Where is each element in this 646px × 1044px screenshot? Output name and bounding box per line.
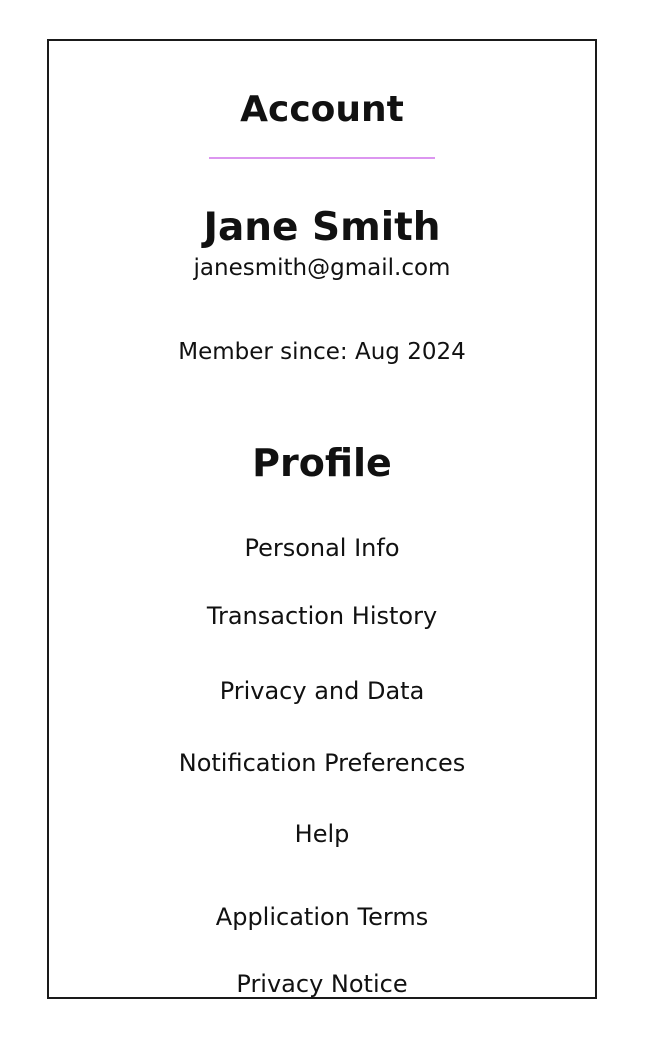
menu-item-notification-preferences[interactable]: Notification Preferences <box>178 749 466 777</box>
menu-item-privacy-and-data[interactable]: Privacy and Data <box>219 677 425 705</box>
user-name: Jane Smith <box>203 205 441 250</box>
profile-heading: Profile <box>252 441 392 485</box>
account-screen <box>47 39 597 999</box>
menu-item-personal-info[interactable]: Personal Info <box>244 534 400 562</box>
page-title: Account <box>240 89 404 130</box>
member-since: Member since: Aug 2024 <box>178 339 466 365</box>
menu-item-help[interactable]: Help <box>294 820 350 848</box>
user-email: janesmith@gmail.com <box>193 255 451 281</box>
menu-item-transaction-history[interactable]: Transaction History <box>206 602 438 630</box>
menu-item-application-terms[interactable]: Application Terms <box>215 903 429 931</box>
title-divider <box>209 157 435 159</box>
menu-item-privacy-notice[interactable]: Privacy Notice <box>236 970 408 998</box>
